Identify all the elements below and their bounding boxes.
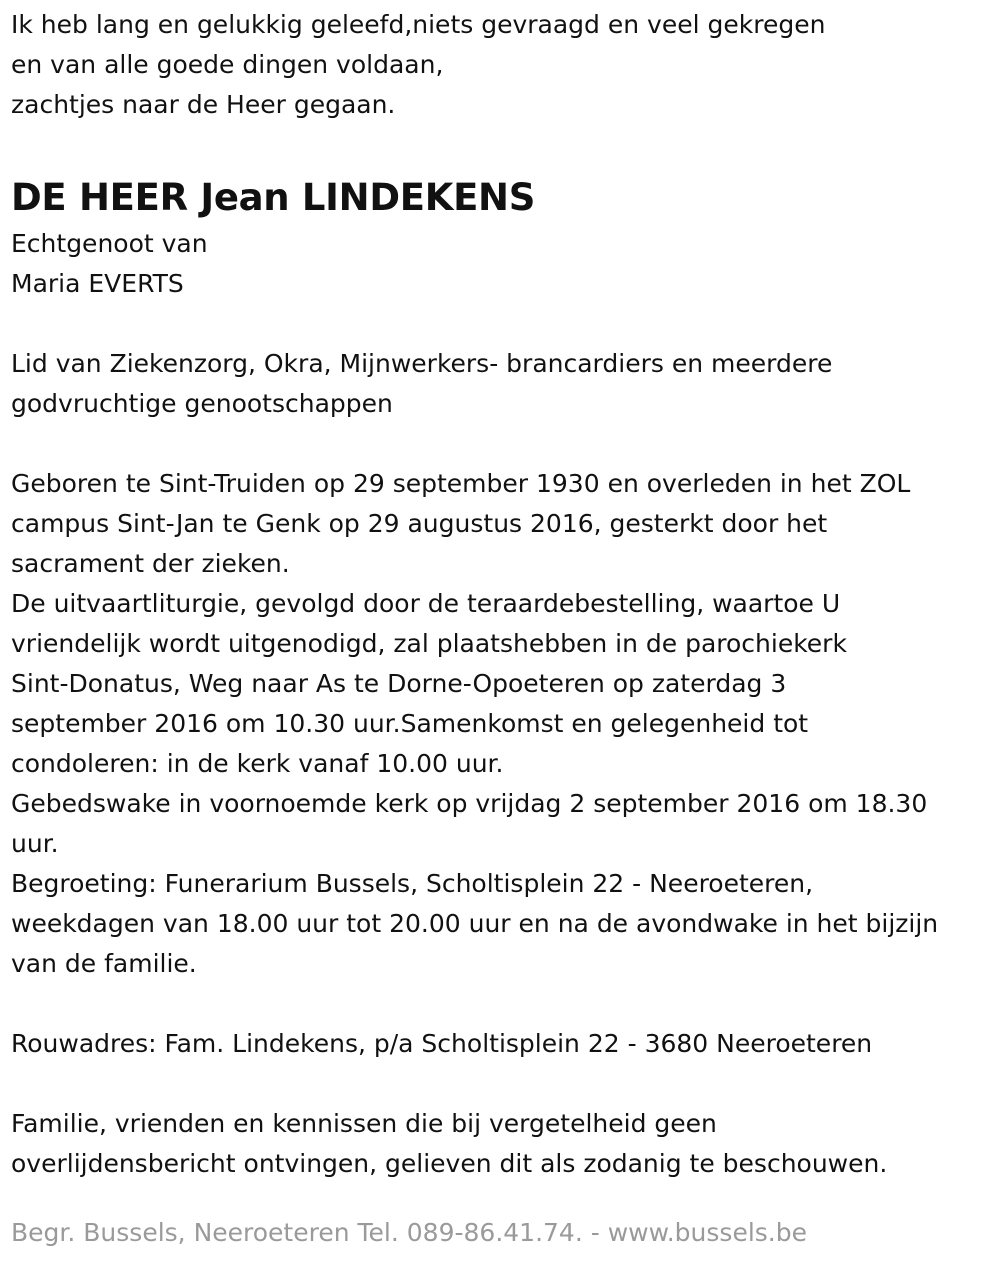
spouse-name: Maria EVERTS [11, 269, 184, 298]
details-line: campus Sint-Jan te Genk op 29 augustus 2016, gesterkt door het [11, 509, 828, 538]
poem [11, 5, 996, 125]
notice-line: overlijdensbericht ontvingen, gelieven dit als zodanig te beschouwen. [11, 1149, 888, 1178]
memberships-line: Lid van Ziekenzorg, Okra, Mijnwerkers- brancardiers en meerdere [11, 349, 833, 378]
details-line: Gebedswake in voornoemde kerk op vrijdag 2 september 2016 om 18.30 [11, 789, 928, 818]
undertaker-footer: Begr. Bussels, Neeroeteren Tel. 089-86.41.74. - www.bussels.be [11, 1218, 807, 1247]
spacer [11, 984, 996, 1024]
spouse-label: Echtgenoot van [11, 229, 208, 258]
details-line: uur. [11, 829, 59, 858]
poem-line: zachtjes naar de Heer gegaan. [11, 90, 396, 119]
spacer [11, 304, 996, 344]
details-line: van de familie. [11, 949, 197, 978]
details-line: sacrament der zieken. [11, 549, 290, 578]
details-line: Begroeting: Funerarium Bussels, Scholtisplein 22 - Neeroeteren, [11, 869, 814, 898]
spacer [11, 424, 996, 464]
spacer [11, 1064, 996, 1104]
details-line: condoleren: in de kerk vanaf 10.00 uur. [11, 749, 504, 778]
details-line: september 2016 om 10.30 uur.Samenkomst en gelegenheid tot [11, 709, 809, 738]
family-notice [11, 1104, 996, 1184]
mourning-address: Rouwadres: Fam. Lindekens, p/a Scholtisplein 22 - 3680 Neeroeteren [11, 1029, 873, 1058]
poem-line: en van alle goede dingen voldaan, [11, 50, 444, 79]
funeral-details [11, 464, 996, 984]
deceased-name: DE HEER Jean LINDEKENS [11, 176, 536, 219]
notice-line: Familie, vrienden en kennissen die bij vergetelheid geen [11, 1109, 717, 1138]
memberships-line: godvruchtige genootschappen [11, 389, 393, 418]
details-line: weekdagen van 18.00 uur tot 20.00 uur en na de avondwake in het bijzijn [11, 909, 939, 938]
details-line: Sint-Donatus, Weg naar As te Dorne-Opoeteren op zaterdag 3 [11, 669, 787, 698]
details-line: Geboren te Sint-Truiden op 29 september 1930 en overleden in het ZOL [11, 469, 911, 498]
obituary-notice [11, 5, 996, 1184]
details-line: vriendelijk wordt uitgenodigd, zal plaatshebben in de parochiekerk [11, 629, 847, 658]
memberships [11, 344, 996, 424]
details-line: De uitvaartliturgie, gevolgd door de teraardebestelling, waartoe U [11, 589, 841, 618]
poem-line: Ik heb lang en gelukkig geleefd,niets gevraagd en veel gekregen [11, 10, 826, 39]
